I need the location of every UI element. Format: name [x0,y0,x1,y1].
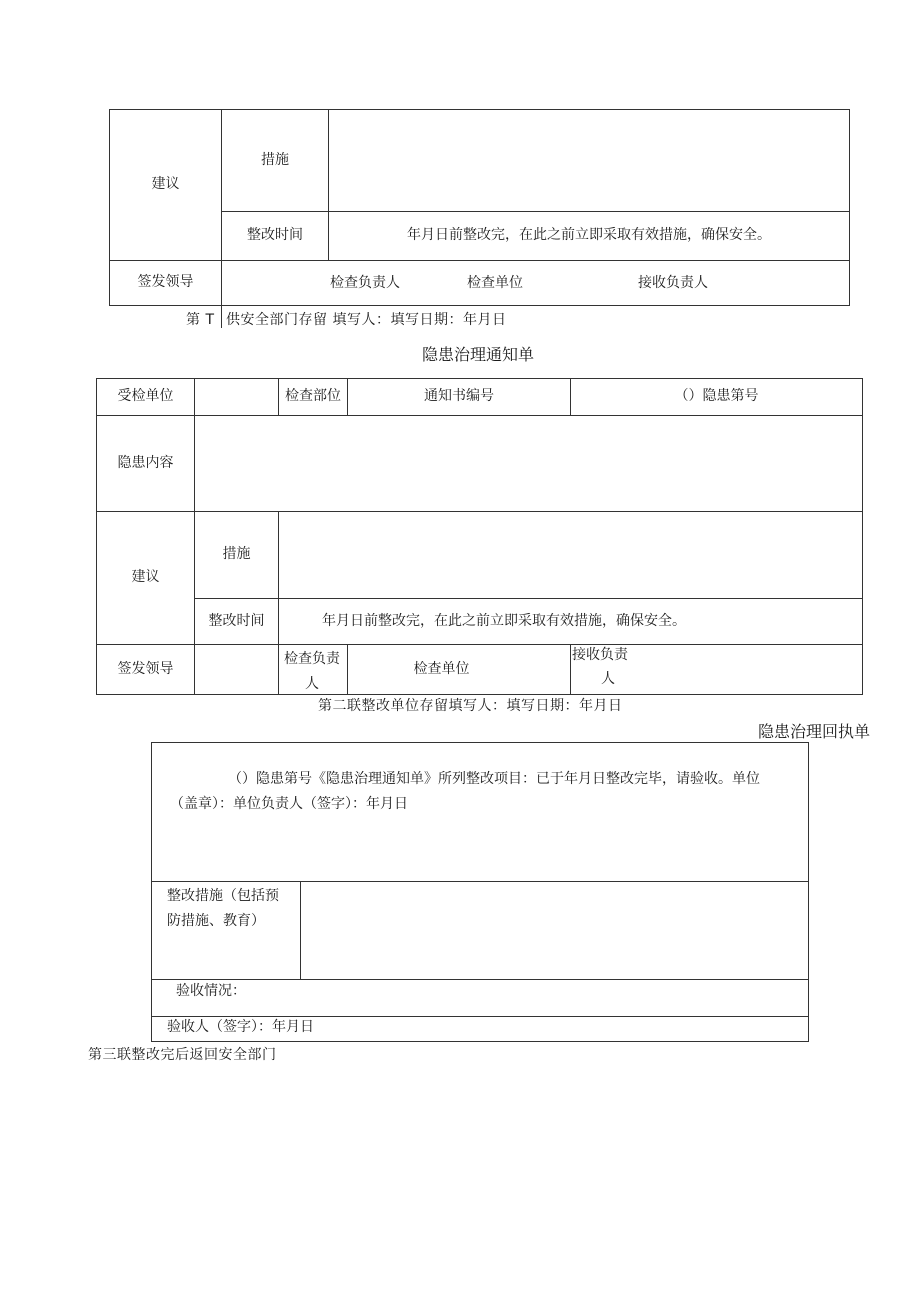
form1-issuing-leader-label: 签发领导 [137,274,194,291]
form3-rectify-measures-input[interactable] [301,882,808,979]
form3-intro-line2: （盖章）：单位负责人（签字）：年月日 [170,796,408,812]
form2-measures-label: 措施 [222,546,251,563]
form2-inspection-unit-label: 检查单位 [413,660,470,677]
form3-acceptor-label: 验收人（签字）：年月日 [167,1019,314,1035]
form2-inspector-label-line2: 人 [305,676,319,692]
form2-hazard-no-label: （）隐患第号 [674,388,759,405]
form2-footer: 第二联整改单位存留填写人：填写日期：年月日 [318,698,623,714]
form2-suggestion-label: 建议 [131,569,160,586]
form1-measures-label: 措施 [261,151,289,168]
form2-inspector-label-line1: 检查负责 [284,651,340,667]
form1-issuing-leader-input[interactable] [222,261,328,305]
form1-inspector-label: 检查负责人 [330,275,400,291]
form1-rectify-time-label: 整改时间 [247,227,303,244]
form1-footer-right: 供安全部门存留 填写人：填写日期：年月日 [226,312,507,328]
form1-receiver-label: 接收负责人 [638,275,708,291]
form2-measures-input[interactable] [279,512,862,598]
form2-receiver-label-line1: 接收负责 [572,647,628,663]
form1-footer-left: 第 T [186,312,215,328]
form3-rectify-measures-label: 整改措施（包括预防措施、教育） [167,888,279,929]
form1-suggestion-label: 建议 [151,176,180,193]
form1-rectify-time-text: 年月日前整改完，在此之前立即采取有效措施，确保安全。 [407,227,771,244]
form2-receiver-label-line2: 人 [601,671,615,687]
form2-hazard-content-input[interactable] [195,416,862,511]
form2-notice-no-label: 通知书编号 [424,388,494,405]
form2-inspected-unit-input[interactable] [195,379,278,415]
form2-rectify-time-label: 整改时间 [208,612,265,629]
form2-title: 隐患治理通知单 [422,345,535,364]
form3-footer: 第三联整改完后返回安全部门 [88,1047,277,1063]
form2-inspected-unit-label: 受检单位 [117,388,174,405]
form2-issuing-leader-label: 签发领导 [117,660,174,677]
form2-rectify-time-text: 年月日前整改完，在此之前立即采取有效措施，确保安全。 [322,612,686,629]
form3-acceptance-label: 验收情况： [176,983,246,999]
form3-title: 隐患治理回执单 [758,722,871,741]
form2-inspection-dept-label: 检查部位 [285,388,341,405]
form2-hazard-content-label: 隐患内容 [117,454,174,471]
form1-inspection-unit-label: 检查单位 [467,275,523,291]
form3-intro-line1: （）隐患第号《隐患治理通知单》所列整改项目：已于年月日整改完毕，请验收。单位 [228,771,760,787]
form2-issuing-leader-input[interactable] [195,645,278,694]
form1-measures-input[interactable] [329,110,849,211]
